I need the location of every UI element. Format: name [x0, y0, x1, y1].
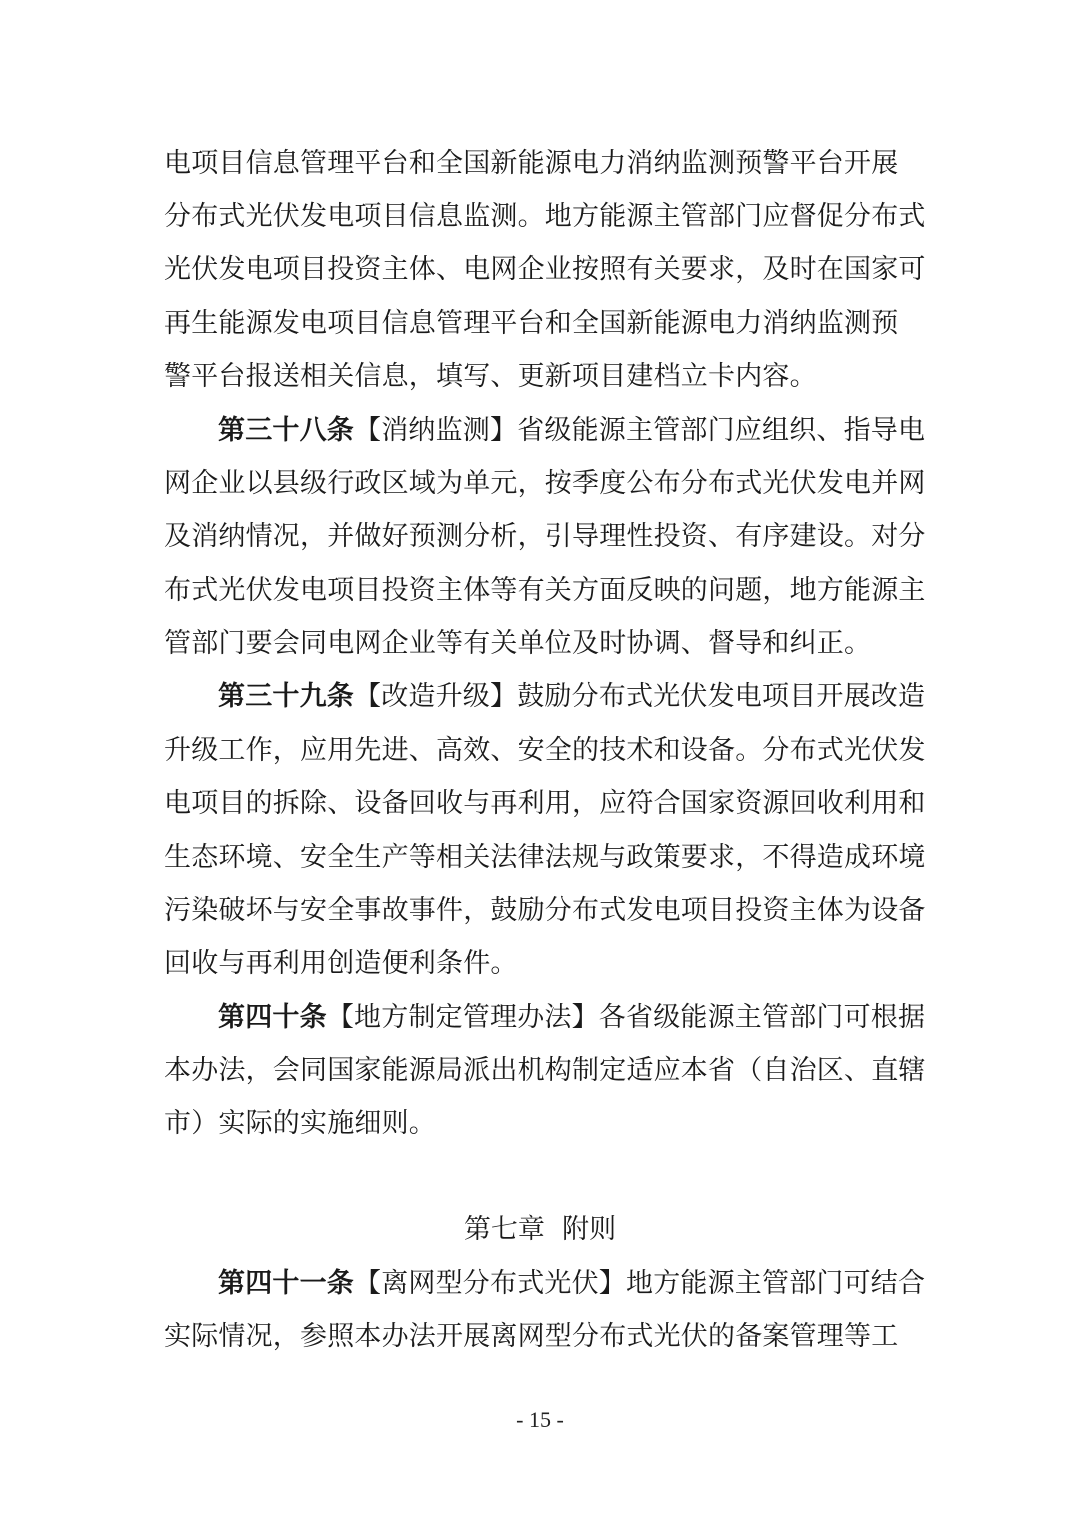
paragraph-line: 网企业以县级行政区域为单元，按季度公布分布式光伏发电并网 [164, 468, 926, 499]
paragraph-line: 管部门要会同电网企业等有关单位及时协调、督导和纠正。 [164, 628, 872, 659]
article-41-label: 第四十一条 [218, 1268, 354, 1299]
article-40-first-line [218, 998, 925, 1038]
article-40-text: 【地方制定管理办法】各省级能源主管部门可根据 [326, 1002, 926, 1033]
paragraph-line: 升级工作，应用先进、高效、安全的技术和设备。分布式光伏发 [164, 735, 926, 766]
paragraph-line: 生态环境、安全生产等相关法律法规与政策要求，不得造成环境 [164, 842, 926, 873]
paragraph-line: 污染破坏与安全事故事件，鼓励分布式发电项目投资主体为设备 [164, 895, 926, 926]
article-39-first-line [218, 677, 925, 717]
chapter-title: 第七章 附则 [463, 1214, 617, 1245]
paragraph-line: 分布式光伏发电项目信息监测。地方能源主管部门应督促分布式 [164, 201, 926, 232]
article-38-first-line [218, 411, 925, 451]
paragraph-line: 警平台报送相关信息，填写、更新项目建档立卡内容。 [164, 361, 817, 392]
article-38-text: 【消纳监测】省级能源主管部门应组织、指导电 [354, 415, 926, 446]
paragraph-line: 布式光伏发电项目投资主体等有关方面反映的问题，地方能源主 [164, 575, 926, 606]
paragraph-line: 市）实际的实施细则。 [164, 1108, 436, 1139]
paragraph-line: 电项目的拆除、设备回收与再利用，应符合国家资源回收利用和 [164, 788, 926, 819]
paragraph-line: 实际情况，参照本办法开展离网型分布式光伏的备案管理等工 [164, 1321, 899, 1352]
paragraph-line: 再生能源发电项目信息管理平台和全国新能源电力消纳监测预 [164, 308, 899, 339]
paragraph-line: 电项目信息管理平台和全国新能源电力消纳监测预警平台开展 [164, 148, 899, 179]
paragraph-line: 及消纳情况，并做好预测分析，引导理性投资、有序建设。对分 [164, 521, 926, 552]
article-41-text: 【离网型分布式光伏】地方能源主管部门可结合 [354, 1268, 926, 1299]
page-number: - 15 - [516, 1407, 564, 1432]
paragraph-line: 本办法，会同国家能源局派出机构制定适应本省（自治区、直辖 [164, 1055, 926, 1086]
article-39-label: 第三十九条 [218, 681, 354, 712]
paragraph-line: 光伏发电项目投资主体、电网企业按照有关要求，及时在国家可 [164, 254, 926, 285]
article-41-first-line [218, 1264, 925, 1304]
paragraph-line: 回收与再利用创造便利条件。 [164, 948, 518, 979]
article-39-text: 【改造升级】鼓励分布式光伏发电项目开展改造 [354, 681, 926, 712]
article-40-label: 第四十条 [218, 1002, 327, 1033]
article-38-label: 第三十八条 [218, 415, 354, 446]
